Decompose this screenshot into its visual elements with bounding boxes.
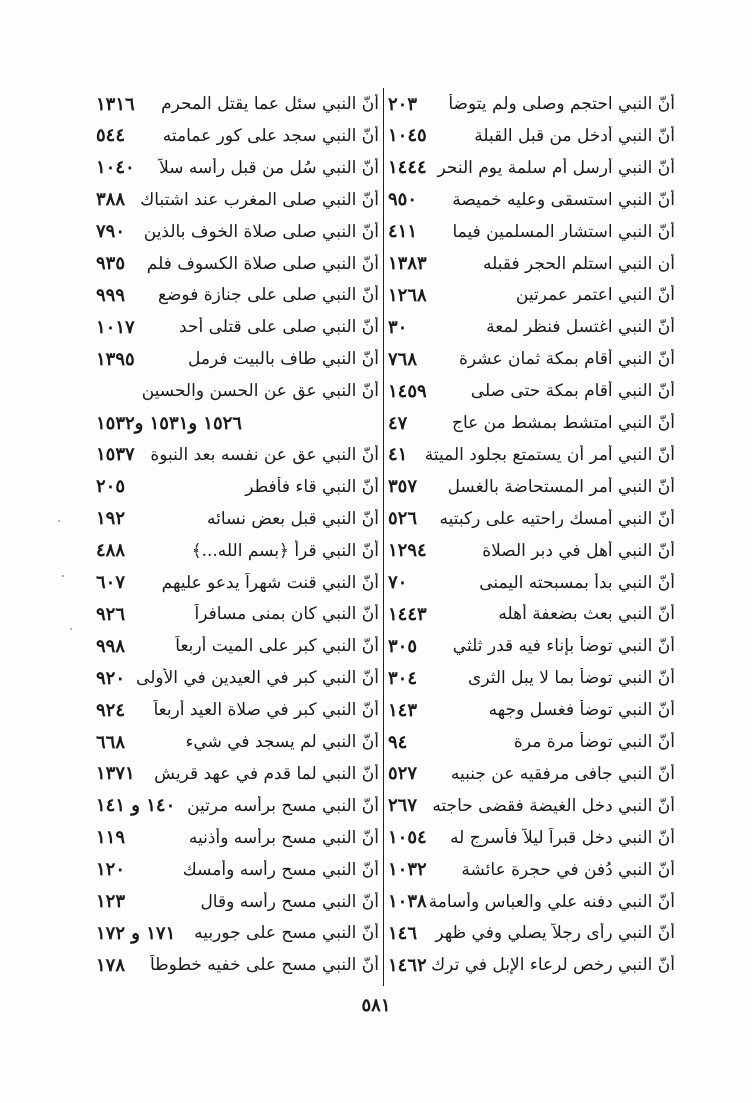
entry-hadith-text: أنّ النبي مسح رأسه وقال bbox=[200, 891, 379, 912]
entry-hadith-text: أنّ النبي امتشط بمشط من عاج bbox=[451, 413, 675, 433]
entry-hadith-text: أنّ النبي جافى مرفقيه عن جنبيه bbox=[450, 763, 675, 784]
entry-reference-number: ٤١ bbox=[388, 444, 408, 466]
index-entry bbox=[388, 184, 675, 216]
entry-reference-number: ١٤٦٢ bbox=[388, 954, 427, 976]
entry-hadith-text: أنّ النبي مسح رأسه وأمسك bbox=[182, 859, 379, 880]
entry-reference-number: ١٥٣٧ bbox=[96, 444, 135, 466]
index-entry bbox=[96, 407, 379, 439]
index-entry bbox=[388, 854, 675, 886]
entry-reference-number: ٩٢٦ bbox=[96, 603, 126, 625]
entry-hadith-text: أنّ النبي سُل من قبل رأسه سلاً bbox=[159, 157, 379, 178]
index-entry bbox=[96, 439, 379, 471]
entry-hadith-text: أنّ النبي توضأ بإناء فيه قدر ثلثي bbox=[452, 636, 675, 657]
index-entry bbox=[388, 886, 675, 918]
entry-reference-number: ٢٠٣ bbox=[388, 93, 418, 115]
index-entry bbox=[96, 790, 379, 822]
column-divider bbox=[383, 88, 384, 986]
entry-reference-number: ١٧٨ bbox=[96, 954, 126, 976]
scan-speck bbox=[58, 520, 60, 522]
index-entry bbox=[96, 567, 379, 599]
index-entry bbox=[96, 152, 379, 184]
entry-reference-number: ٩٥٠ bbox=[388, 189, 418, 211]
entry-hadith-text: أنّ النبي أُدخل من قبل القبلة bbox=[474, 125, 675, 146]
index-entry bbox=[96, 854, 379, 886]
index-entry bbox=[388, 152, 675, 184]
index-entry bbox=[388, 598, 675, 630]
index-entry bbox=[96, 758, 379, 790]
entry-hadith-text: أنّ النبي أمر المستحاضة بالغسل bbox=[447, 476, 675, 497]
entry-hadith-text: أنّ النبي لما قدم في عهد قريش bbox=[154, 763, 379, 784]
index-entry bbox=[96, 216, 379, 248]
index-entry bbox=[388, 949, 675, 981]
index-entry bbox=[388, 822, 675, 854]
entry-hadith-text: أنّ النبي مسح برأسه مرتين bbox=[187, 795, 379, 816]
index-entry bbox=[388, 694, 675, 726]
entry-reference-number: ١٠٤٠ bbox=[96, 157, 135, 179]
entry-reference-number: ٥٢٧ bbox=[388, 763, 418, 785]
entry-hadith-text: أنّ النبي كبر على الميت أربعاً bbox=[175, 636, 379, 657]
entry-reference-number: ٣٠ bbox=[388, 316, 408, 338]
entry-reference-number: ١٢٠ bbox=[96, 859, 126, 881]
index-entry bbox=[388, 311, 675, 343]
entry-reference-number: ١٢٦٨ bbox=[388, 284, 427, 306]
index-entry bbox=[96, 694, 379, 726]
entry-hadith-text: أنّ النبي أمر أن يستمتع بجلود الميتة bbox=[424, 444, 675, 465]
entry-hadith-text: أنّ النبي أمسك راحتيه على ركبتيه bbox=[439, 508, 675, 529]
entry-hadith-text: أنّ النبي عق عن نفسه بعد النبوة bbox=[150, 444, 379, 465]
index-entry bbox=[96, 471, 379, 503]
entry-hadith-text: أنّ النبي قنت شهراً يدعو عليهم bbox=[161, 572, 379, 593]
entry-hadith-text: أنّ النبي قبل بعض نسائه bbox=[207, 508, 379, 529]
index-entry bbox=[96, 311, 379, 343]
index-entry bbox=[96, 598, 379, 630]
entry-hadith-text: أنّ النبي توضأ بما لا يبل الثرى bbox=[468, 668, 675, 689]
entry-reference-number: ١٠٥٤ bbox=[388, 827, 427, 849]
entry-hadith-text: أنّ النبي صلى صلاة الكسوف فلم bbox=[146, 253, 379, 274]
entry-reference-number: ١٣٧١ bbox=[96, 763, 135, 785]
entry-hadith-text: أنّ النبي صلى على قتلى أحد bbox=[179, 317, 379, 338]
entry-hadith-text: أنّ النبي احتجم وصلى ولم يتوضأ bbox=[448, 94, 675, 114]
index-entry bbox=[96, 503, 379, 535]
entry-reference-number: ١٩٢ bbox=[96, 508, 126, 530]
entry-hadith-text: أنّ النبي بدأ بمسبحته اليمنى bbox=[479, 572, 675, 593]
entry-reference-number: ٧٩٠ bbox=[96, 221, 126, 243]
index-entry bbox=[388, 216, 675, 248]
entry-reference-number: ٧٦٨ bbox=[388, 348, 418, 370]
entry-reference-number: ١٤٥٩ bbox=[388, 380, 427, 402]
index-entry bbox=[388, 758, 675, 790]
entry-hadith-text: أنّ النبي دخل الغيضة فقضى حاجته bbox=[432, 795, 675, 816]
index-entry bbox=[96, 630, 379, 662]
entry-reference-number: ١٧١ و ١٧٢ bbox=[96, 922, 176, 944]
index-entry bbox=[388, 535, 675, 567]
entry-reference-number: ١٠٤٥ bbox=[388, 125, 427, 147]
index-column-left bbox=[96, 88, 379, 988]
entry-reference-number: ١٠٣٢ bbox=[388, 859, 427, 881]
entry-hadith-text: أنّ النبي استسقى وعليه خميصة bbox=[452, 189, 675, 210]
entry-reference-number: ١٤٣ bbox=[388, 699, 418, 721]
entry-hadith-text: أنّ النبي صلى المغرب عند اشتباك bbox=[140, 189, 379, 210]
entry-hadith-text: أنّ النبي مسح على خفيه خطوطاً bbox=[149, 955, 379, 976]
entry-reference-number: ٤١١ bbox=[388, 221, 418, 243]
entry-reference-number: ١٤٠ و ١٤١ bbox=[96, 795, 176, 817]
entry-reference-number: ١٢٣ bbox=[96, 891, 126, 912]
entry-reference-number: ٣٠٤ bbox=[388, 667, 418, 689]
index-column-right bbox=[388, 88, 675, 988]
entry-reference-number: ١٠٣٨ bbox=[388, 891, 427, 912]
entry-reference-number: ٩٣٥ bbox=[96, 253, 126, 274]
index-entry bbox=[388, 630, 675, 662]
entry-hadith-text: أنّ النبي قاء فأفطر bbox=[245, 476, 379, 497]
entry-reference-number: ٩٩٩ bbox=[96, 284, 126, 306]
entry-reference-number: ٣٠٥ bbox=[388, 635, 418, 657]
index-entry bbox=[96, 886, 379, 918]
page-number: ٥٨١ bbox=[361, 995, 391, 1016]
entry-hadith-text: أنّ النبي صلى على جنازة فوضع bbox=[157, 285, 379, 306]
entry-reference-number: ١٣٨٣ bbox=[388, 253, 427, 274]
entry-hadith-text: أنّ النبي مسح برأسه وأذنيه bbox=[188, 827, 379, 848]
entry-reference-number: ٣٥٧ bbox=[388, 476, 418, 498]
entry-reference-number: ١٤٦ bbox=[388, 922, 418, 944]
index-entry bbox=[388, 917, 675, 949]
entry-reference-number: ١٢٩٤ bbox=[388, 540, 427, 562]
entry-hadith-text: أنّ النبي اعتمر عمرتين bbox=[515, 285, 675, 306]
entry-reference-number: ١١٩ bbox=[96, 827, 126, 849]
entry-hadith-text: أنّ النبي استشار المسلمين فيما bbox=[452, 221, 675, 242]
entry-reference-number: ٥٢٦ bbox=[388, 508, 418, 530]
entry-reference-number: ١٤٤٣ bbox=[388, 603, 427, 625]
index-entry bbox=[96, 248, 379, 280]
entry-hadith-text: أنّ النبي أهل في دبر الصلاة bbox=[482, 540, 675, 561]
index-entry bbox=[96, 343, 379, 375]
index-entry bbox=[388, 88, 675, 120]
entry-hadith-text: أنّ النبي اغتسل فنظر لمعة bbox=[486, 317, 675, 338]
entry-hadith-text: أنّ النبي كان بمنى مسافراً bbox=[194, 604, 379, 625]
index-entry bbox=[96, 822, 379, 854]
entry-hadith-text: أنّ النبي دُفن في حجرة عائشة bbox=[461, 859, 675, 880]
entry-reference-number: ١٣١٦ bbox=[96, 93, 135, 115]
index-entry bbox=[388, 375, 675, 407]
entry-reference-number: ٢٠٥ bbox=[96, 476, 126, 498]
entry-hadith-text: أنّ النبي أرسل أم سلمة يوم النحر bbox=[437, 157, 675, 178]
entry-hadith-text: أنّ النبي سئل عما يقتل المحرم bbox=[161, 94, 379, 114]
entry-hadith-text: أنّ النبي عق عن الحسن والحسين bbox=[141, 381, 379, 402]
entry-hadith-text: أنّ النبي قرأ ﴿بسم الله...﴾ bbox=[191, 541, 379, 562]
entry-hadith-text: أنّ النبي كبر في صلاة العيد أربعاً bbox=[153, 700, 379, 721]
entry-hadith-text: أنّ النبي توضأ فغسل وجهه bbox=[488, 700, 675, 721]
index-entry bbox=[388, 471, 675, 503]
entry-hadith-text: أنّ النبي دفنه علي والعباس وأسامة bbox=[428, 891, 675, 912]
index-entry bbox=[388, 407, 675, 439]
entry-hadith-text: أنّ النبي رأى رجلاً يصلي وفي ظهر bbox=[435, 923, 675, 944]
entry-hadith-text: أنّ النبي بعث بضعفة أهله bbox=[498, 604, 675, 625]
entry-reference-number: ٩٢٤ bbox=[96, 699, 126, 721]
entry-reference-number: ٤٧ bbox=[388, 412, 408, 434]
entry-hadith-text: أنّ النبي صلى صلاة الخوف بالذين bbox=[143, 221, 379, 242]
entry-reference-number: ١٣٩٥ bbox=[96, 348, 135, 370]
index-entry bbox=[388, 248, 675, 280]
entry-reference-number: ٣٨٨ bbox=[96, 189, 126, 211]
index-entry bbox=[388, 662, 675, 694]
entry-hadith-text: أنّ النبي سجد على كور عمامته bbox=[162, 125, 379, 146]
entry-hadith-text: أنّ النبي مسح على جوربيه bbox=[194, 923, 379, 944]
index-entry bbox=[96, 375, 379, 407]
entry-reference-number: ٩٩٨ bbox=[96, 635, 126, 657]
index-entry bbox=[388, 279, 675, 311]
index-entry bbox=[96, 120, 379, 152]
entry-reference-number: ٩٤ bbox=[388, 731, 408, 753]
index-entry bbox=[388, 790, 675, 822]
entry-hadith-text: أنّ النبي لم يسجد في شيء bbox=[185, 732, 379, 752]
index-entry bbox=[388, 503, 675, 535]
index-entry bbox=[388, 343, 675, 375]
entry-hadith-text: أنّ النبي أقام بمكة ثمان عشرة bbox=[459, 349, 675, 370]
entry-hadith-text: أنّ النبي طاف بالبيت فرمل bbox=[187, 349, 379, 370]
index-entry bbox=[96, 726, 379, 758]
entry-reference-number: ٤٨٨ bbox=[96, 540, 126, 562]
scan-speck bbox=[62, 575, 64, 577]
index-entry bbox=[96, 535, 379, 567]
index-entry bbox=[388, 567, 675, 599]
entry-reference-number: ٥٤٤ bbox=[96, 125, 126, 147]
entry-hadith-text: أنّ النبي أقام بمكة حتى صلى bbox=[470, 381, 675, 402]
index-entry bbox=[388, 120, 675, 152]
entry-reference-number: ١٥٢٦ و١٥٣١ و١٥٣٢ bbox=[96, 412, 242, 434]
entry-reference-number: ٦٦٨ bbox=[96, 731, 126, 753]
entry-reference-number: ١٠١٧ bbox=[96, 316, 135, 338]
index-entry bbox=[96, 949, 379, 981]
entry-hadith-text: أنّ النبي توضأ مرة مرة bbox=[513, 732, 675, 752]
index-entry bbox=[96, 662, 379, 694]
entry-reference-number: ٧٠ bbox=[388, 572, 408, 593]
index-entry bbox=[96, 184, 379, 216]
entry-reference-number: ٦٠٧ bbox=[96, 572, 126, 593]
index-entry bbox=[96, 88, 379, 120]
entry-reference-number: ١٤٤٤ bbox=[388, 157, 427, 179]
entry-hadith-text: أن النبي استلم الحجر فقبله bbox=[482, 253, 675, 274]
index-entry bbox=[388, 439, 675, 471]
index-entry bbox=[96, 279, 379, 311]
index-entry bbox=[388, 726, 675, 758]
entry-reference-number: ٢٦٧ bbox=[388, 795, 418, 817]
entry-hadith-text: أنّ النبي رخص لرعاء الإبل في ترك bbox=[431, 955, 675, 976]
entry-hadith-text: أنّ النبي دخل قبراً ليلاً فأُسرج له bbox=[450, 827, 675, 848]
scan-speck bbox=[70, 628, 72, 630]
index-entry bbox=[96, 917, 379, 949]
entry-hadith-text: أنّ النبي كبر في العيدين في الأولى bbox=[136, 668, 379, 689]
entry-reference-number: ٩٢٠ bbox=[96, 667, 126, 689]
